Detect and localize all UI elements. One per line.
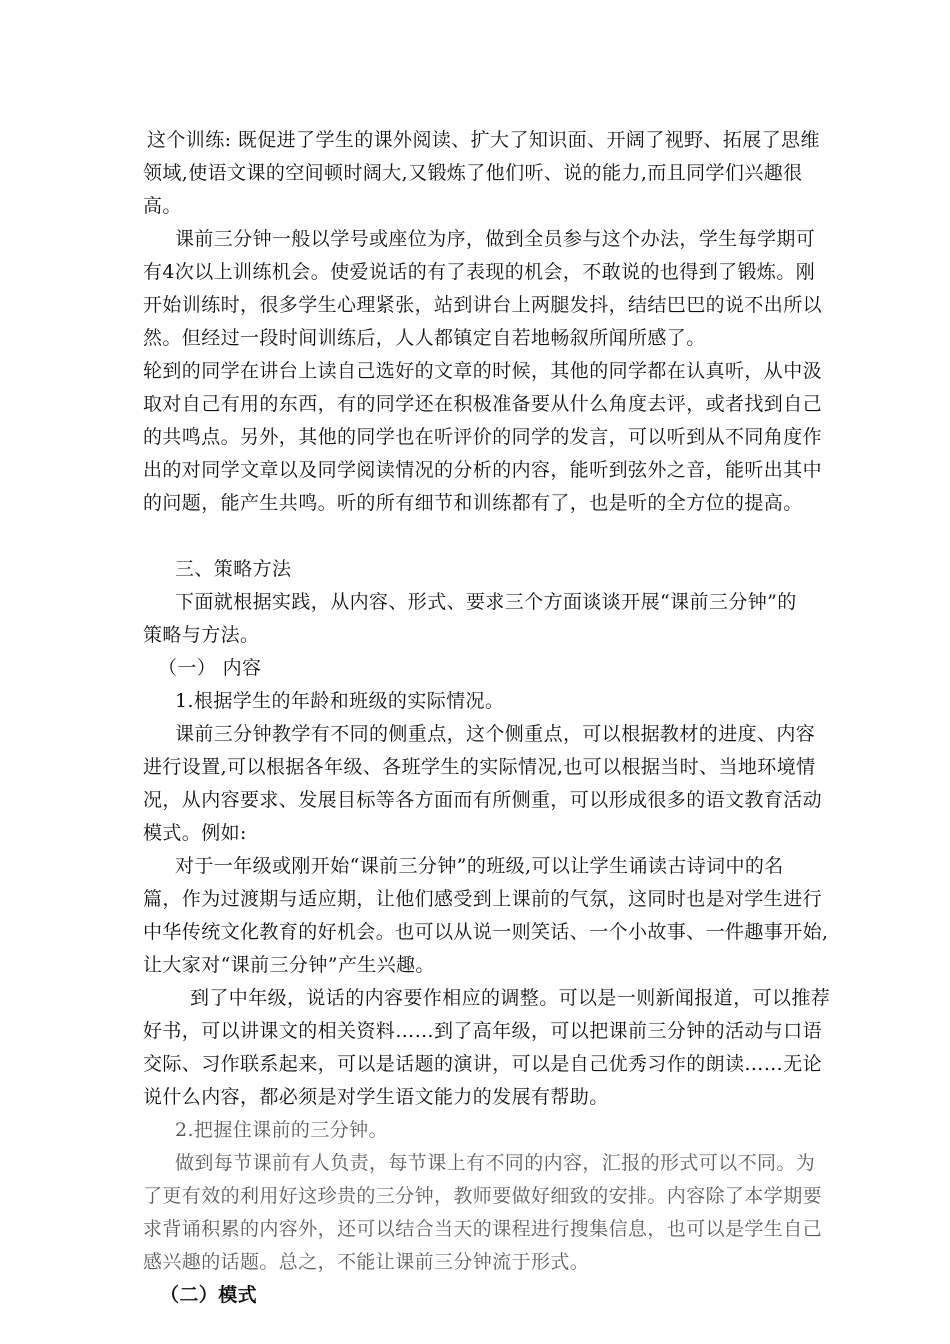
text-line: 好书，可以讲课文的相关资料……到了高年级，可以把课前三分钟的活动与口语 <box>143 1020 823 1042</box>
text-line: 感兴趣的话题。总之，不能让课前三分钟流于形式。 <box>143 1251 590 1273</box>
text-line: 开始训练时，很多学生心理紧张，站到讲台上两腿发抖，结结巴巴的说不出所以 <box>143 294 823 316</box>
text-line: 篇，作为过渡期与适应期，让他们感受到上课前的气氛，这同时也是对学生进行 <box>143 888 823 910</box>
text-line: 下面就根据实践，从内容、形式、要求三个方面谈谈开展“课前三分钟”的 <box>175 591 797 613</box>
subsection-heading: （二）模式 <box>160 1284 258 1306</box>
text-line: 这个训练: 既促进了学生的课外阅读、扩大了知识面、开阔了视野、拓展了思维 <box>147 129 820 151</box>
text-line: 领域,使语文课的空间顿时阔大,又锻炼了他们听、说的能力,而且同学们兴趣很 <box>143 162 803 184</box>
section-heading: 三、策略方法 <box>175 558 292 580</box>
text-line: 了更有效的利用好这珍贵的三分钟，教师要做好细致的安排。内容除了本学期要 <box>143 1185 823 1207</box>
text-line: 课前三分钟一般以学号或座位为序，做到全员参与这个办法，学生每学期可 <box>175 228 816 250</box>
text-line: 说什么内容，都必须是对学生语文能力的发展有帮助。 <box>143 1086 609 1108</box>
text-line: 模式。例如: <box>143 822 247 844</box>
text-line: 求背诵积累的内容外，还可以结合当天的课程进行搜集信息，也可以是学生自己 <box>143 1218 823 1240</box>
text-line: 出的对同学文章以及同学阅读情况的分析的内容，能听到弦外之音，能听出其中 <box>143 459 823 481</box>
text-line: 况，从内容要求、发展目标等各方面而有所侧重，可以形成很多的语文教育活动 <box>143 789 823 811</box>
text-line: 中华传统文化教育的好机会。也可以从说一则笑话、一个小故事、一件趣事开始, <box>143 921 829 943</box>
text-line: 策略与方法。 <box>143 624 260 646</box>
text-line: 有4次以上训练机会。使爱说话的有了表现的机会，不敢说的也得到了锻炼。刚 <box>143 261 816 283</box>
text-line: 取对自己有用的东西，有的同学还在积极准备要从什么角度去评，或者找到自己 <box>143 393 823 415</box>
text-line: 的共鸣点。另外，其他的同学也在听评价的同学的发言，可以听到从不同角度作 <box>143 426 823 448</box>
text-line: 让大家对“课前三分钟”产生兴趣。 <box>143 954 435 976</box>
text-line: 课前三分钟教学有不同的侧重点，这个侧重点，可以根据教材的进度、内容 <box>175 723 816 745</box>
text-line: 对于一年级或刚开始“课前三分钟”的班级,可以让学生诵读古诗词中的名 <box>175 855 784 877</box>
text-line: 的问题，能产生共鸣。听的所有细节和训练都有了，也是听的全方位的提高。 <box>143 492 803 514</box>
text-line: 交际、习作联系起来，可以是话题的演讲，可以是自己优秀习作的朗读……无论 <box>143 1053 823 1075</box>
text-line: 然。但经过一段时间训练后，人人都镇定自若地畅叙所闻所感了。 <box>143 327 706 349</box>
text-line: 轮到的同学在讲台上读自己选好的文章的时候，其他的同学都在认真听，从中汲 <box>143 360 823 382</box>
subsection-heading: （一） 内容 <box>158 657 262 679</box>
item-heading: 2.把握住课前的三分钟。 <box>175 1119 388 1141</box>
text-line: 到了中年级，说话的内容要作相应的调整。可以是一则新闻报道，可以推荐 <box>190 987 831 1009</box>
text-line: 进行设置,可以根据各年级、各班学生的实际情况,也可以根据当时、当地环境情 <box>143 756 816 778</box>
text-line: 高。 <box>143 195 182 217</box>
text-line: 做到每节课前有人负责，每节课上有不同的内容，汇报的形式可以不同。为 <box>175 1152 816 1174</box>
item-heading: 1.根据学生的年龄和班级的实际情况。 <box>175 690 505 712</box>
